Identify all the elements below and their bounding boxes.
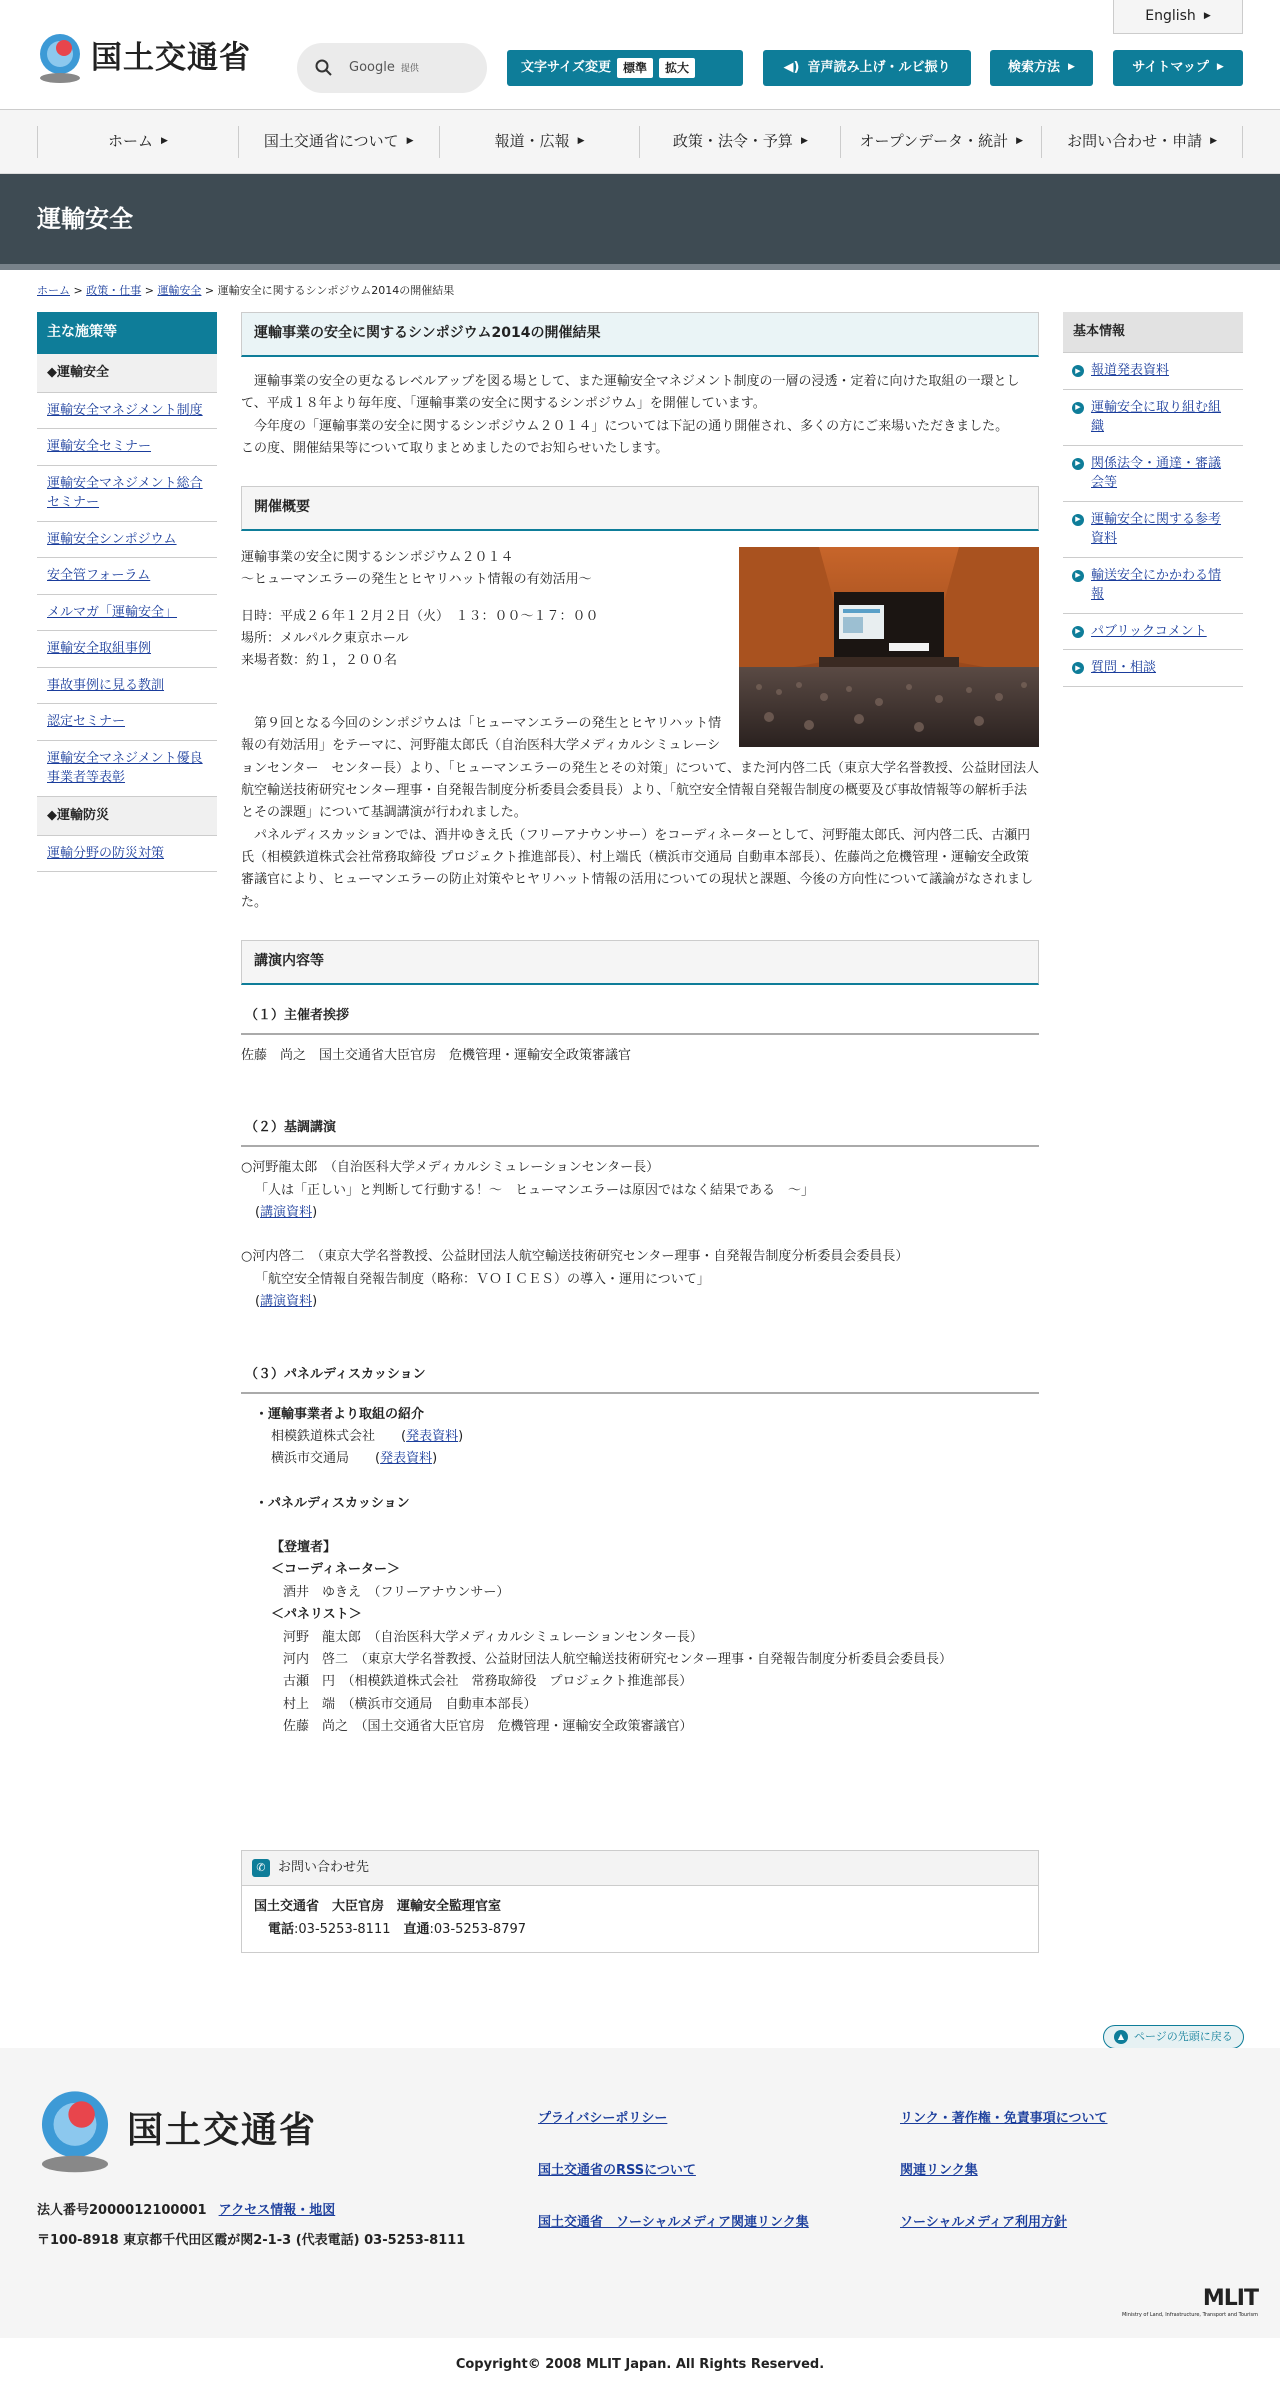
- sidebar-link[interactable]: 運輸安全セミナー: [47, 439, 152, 455]
- sidebar-link[interactable]: メルマガ「運輸安全」: [47, 604, 178, 620]
- social-media-links-link[interactable]: 国土交通省 ソーシャルメディア関連リンク集: [538, 2215, 809, 2230]
- logo-text: 国土交通省: [91, 40, 251, 76]
- panelist: 古瀬 円 （相模鉄道株式会社 常務取締役 プロジェクト推進部長）: [283, 1674, 693, 1690]
- arrow-circle-icon: ▶: [1072, 570, 1084, 582]
- arrow-right-icon: ▶: [406, 136, 414, 147]
- right-sidebar: [1063, 312, 1243, 687]
- sidebar-link[interactable]: 安全管フォーラム: [47, 568, 151, 584]
- english-button[interactable]: [1113, 0, 1243, 34]
- basic-info-link[interactable]: 運輸安全に取り組む組織: [1091, 399, 1222, 435]
- breadcrumb-policy[interactable]: 政策・仕事: [86, 284, 142, 297]
- search-icon: [315, 59, 333, 77]
- symposium-theme: ～ヒューマンエラーの発生とヒヤリハット情報の有効活用～: [241, 572, 592, 588]
- company-presentation: 横浜市交通局 (発表資料): [271, 1451, 438, 1467]
- sidebar-item[interactable]: [37, 836, 217, 873]
- global-nav: [0, 110, 1280, 174]
- main-content: [241, 312, 1039, 1953]
- sidebar-item[interactable]: [37, 522, 217, 559]
- font-size-label: 文字サイズ変更: [521, 59, 611, 75]
- symposium-hall-image: [739, 547, 1039, 747]
- copyright-link[interactable]: リンク・著作権・免責事項について: [900, 2111, 1108, 2126]
- arrow-circle-icon: ▶: [1072, 365, 1084, 377]
- basic-info-item[interactable]: [1063, 446, 1243, 502]
- section-heading-panel: （３）パネルディスカッション: [241, 1358, 1039, 1394]
- panelists-heading: ＜パネリスト＞: [271, 1607, 362, 1623]
- sitemap-button[interactable]: [1113, 50, 1243, 86]
- footer-logo[interactable]: [37, 2088, 317, 2174]
- speaker-icon: ◀): [783, 59, 800, 75]
- sidebar-category-disaster: ◆運輸防災: [37, 797, 217, 836]
- sidebar-heading: 主な施策等: [37, 312, 217, 354]
- sidebar-item[interactable]: [37, 741, 217, 797]
- sidebar-item[interactable]: [37, 466, 217, 522]
- arrow-right-icon: ▶: [1210, 136, 1218, 147]
- company-presentation: 相模鉄道株式会社 (発表資料): [271, 1429, 464, 1445]
- intro-paragraph: この度、開催結果等について取りまとめましたのでお知らせいたします。: [241, 440, 669, 456]
- site-logo[interactable]: [37, 32, 251, 85]
- basic-info-link[interactable]: 報道発表資料: [1091, 363, 1170, 379]
- arrow-right-icon: ▶: [1068, 62, 1075, 73]
- overview-heading: 開催概要: [241, 486, 1039, 531]
- voice-reading-button[interactable]: [763, 50, 971, 86]
- basic-info-item[interactable]: [1063, 353, 1243, 390]
- social-media-policy-link[interactable]: ソーシャルメディア利用方針: [900, 2215, 1068, 2230]
- arrow-circle-icon: ▶: [1072, 626, 1084, 638]
- gnav-contact[interactable]: [1041, 126, 1243, 158]
- gnav-about[interactable]: [238, 126, 439, 158]
- arrow-circle-icon: ▶: [1072, 458, 1084, 470]
- gnav-label: お問い合わせ・申請: [1067, 132, 1203, 151]
- lecture-material-link[interactable]: 講演資料: [260, 1294, 313, 1310]
- access-map-link[interactable]: アクセス情報・地図: [218, 2203, 336, 2218]
- page-category-title: [0, 174, 1280, 264]
- sidebar-link[interactable]: 運輸安全シンポジウム: [47, 531, 177, 547]
- related-links-link[interactable]: 関連リンク集: [900, 2163, 978, 2178]
- search-placeholder: Google 提供: [349, 59, 419, 75]
- intro-paragraph: 運輸事業の安全の更なるレベルアップを図る場として、また運輸安全マネジメント制度の一層の浸透・定着に向けた取組の一環として、平成１８年より毎年度、「運輸事業の安全に関するシンポジウム」を開催しています。: [241, 373, 1020, 412]
- sidebar-item[interactable]: [37, 429, 217, 466]
- footer-logo-text: 国土交通省: [127, 2110, 318, 2152]
- gnav-home[interactable]: [37, 126, 238, 158]
- sidebar-link[interactable]: 認定セミナー: [47, 714, 126, 730]
- breadcrumb-transport-safety[interactable]: 運輸安全: [157, 284, 202, 297]
- sidebar-link[interactable]: 運輸安全取組事例: [47, 641, 152, 657]
- event-date: 日時：平成２６年１２月２日（火） １３：００～１７：００: [241, 608, 599, 624]
- arrow-circle-icon: ▶: [1072, 514, 1084, 526]
- gnav-label: 報道・広報: [494, 132, 570, 151]
- sidebar-item[interactable]: [37, 668, 217, 705]
- contact-body: [242, 1886, 1038, 1952]
- copyright: Copyright© 2008 MLIT Japan. All Rights Reserved.: [455, 2356, 825, 2372]
- sidebar-link[interactable]: 運輸安全マネジメント総合セミナー: [47, 475, 203, 511]
- sidebar-link[interactable]: 事故事例に見る教訓: [47, 677, 165, 693]
- search-box[interactable]: [297, 43, 487, 93]
- search-method-button[interactable]: [990, 50, 1093, 86]
- keynote-material: (講演資料): [255, 1294, 318, 1310]
- arrow-right-icon: ▶: [1016, 136, 1024, 147]
- panelist: 河内 啓二 （東京大学名誉教授、公益財団法人航空輸送技術研究センター理事・自発報告制度分析委員会委員長）: [283, 1651, 952, 1667]
- panelist: 佐藤 尚之 （国土交通省大臣官房 危機管理・運輸安全政策審議官）: [283, 1718, 693, 1734]
- font-large-button[interactable]: 拡大: [659, 58, 695, 78]
- panel-heading: ・パネルディスカッション: [255, 1495, 410, 1511]
- arrow-up-icon: ▲: [1114, 2030, 1128, 2044]
- event-place: 場所：メルパルク東京ホール: [241, 631, 409, 647]
- phone-icon: ✆: [252, 1859, 270, 1877]
- speakers-heading: 【登壇者】: [271, 1540, 337, 1556]
- greeting-speaker: 佐藤 尚之 国土交通省大臣官房 危機管理・運輸安全政策審議官: [241, 1047, 632, 1063]
- section-heading-greeting: （１）主催者挨拶: [241, 999, 1039, 1035]
- keynote-title: 「航空安全情報自発報告制度（略称：ＶＯＩＣＥＳ）の導入・運用について」: [255, 1271, 710, 1287]
- keynote-speaker: ○河野龍太郎 （自治医科大学メディカルシミュレーションセンター長）: [241, 1160, 660, 1176]
- arrow-circle-icon: ▶: [1072, 402, 1084, 414]
- basic-info-link[interactable]: パブリックコメント: [1091, 623, 1207, 639]
- sidebar-link[interactable]: 運輸安全マネジメント制度: [47, 402, 203, 418]
- sidebar-link[interactable]: 運輸分野の防災対策: [47, 845, 165, 861]
- footer-address: 〒100-8918 東京都千代田区霞が関2-1-3 (代表電話) 03-5253-8111: [37, 2233, 466, 2248]
- site-header: [0, 0, 1280, 110]
- basic-info-link[interactable]: 運輸安全に関する参考資料: [1091, 511, 1222, 547]
- gnav-label: 国土交通省について: [263, 132, 399, 151]
- panelist: 河野 龍太郎 （自治医科大学メディカルシミュレーションセンター長）: [283, 1629, 703, 1645]
- intro-paragraph: 今年度の「運輸事業の安全に関するシンポジウム２０１４」については下記の通り開催され、多くの方にご来場いただきました。: [241, 418, 1009, 434]
- contact-box: [241, 1850, 1039, 1953]
- panelist: 村上 端 （横浜市交通局 自動車本部長）: [283, 1696, 537, 1712]
- company-intro-heading: ・運輸事業者より取組の紹介: [255, 1406, 425, 1422]
- arrow-right-icon: ▶: [577, 136, 585, 147]
- font-size-control: [507, 50, 743, 86]
- basic-info-item[interactable]: [1063, 390, 1243, 446]
- gnav-label: オープンデータ・統計: [859, 132, 1009, 151]
- sidebar-item[interactable]: [37, 595, 217, 632]
- mlit-logo-icon: [37, 2088, 113, 2174]
- corporate-number: [37, 2200, 335, 2222]
- sidebar-item[interactable]: [37, 631, 217, 668]
- overview-body: 第９回となる今回のシンポジウムは「ヒューマンエラーの発生とヒヤリハット情報の有効活用」をテーマに、河野龍太郎氏（自治医科大学メディカルシミュレーションセンター センター長）より、「ヒューマンエラーの発生とその対策」について、また河内啓二氏（東京大学名誉教授、公益財団法人航空輸送技術研究センター理事・自発報告制度分析委員会委員長）より、「航空安全情報自発報告制度の概要及び事故情報等の解析手法とその課題」について基調講演が行われました。: [241, 715, 1039, 821]
- mlit-logo-icon: [37, 32, 83, 84]
- section-heading-keynote: （２）基調講演: [241, 1111, 1039, 1147]
- coordinator-name: 酒井 ゆきえ （フリーアナウンサー）: [283, 1584, 510, 1600]
- mlit-wordmark: [1102, 2288, 1258, 2318]
- sidebar-item[interactable]: [37, 558, 217, 595]
- arrow-circle-icon: ▶: [1072, 662, 1084, 674]
- presentation-material-link[interactable]: 発表資料: [380, 1451, 433, 1467]
- breadcrumb: ホーム > 政策・仕事 > 運輸安全 > 運輸安全に関するシンポジウム2014の開催結果: [37, 284, 455, 297]
- contact-title: お問い合わせ先: [278, 1860, 370, 1876]
- rss-link[interactable]: 国土交通省のRSSについて: [538, 2163, 696, 2178]
- mlit-text: MLIT: [1202, 2286, 1258, 2311]
- basic-info-item[interactable]: [1063, 614, 1243, 651]
- mlit-subtext: Ministry of Land, Infrastructure, Transport and Tourism: [1121, 2312, 1258, 2318]
- contact-organization: 国土交通省 大臣官房 運輸安全監理官室: [254, 1899, 502, 1915]
- sidebar-item[interactable]: [37, 393, 217, 430]
- basic-info-item[interactable]: [1063, 558, 1243, 614]
- basic-info-heading: 基本情報: [1063, 312, 1243, 353]
- contact-phones: 電話:03-5253-8111 直通:03-5253-8797: [268, 1922, 527, 1938]
- voice-reading-label: 音声読み上げ・ルビ振り: [807, 59, 951, 75]
- search-method-label: 検索方法: [1008, 59, 1061, 75]
- symposium-name: 運輸事業の安全に関するシンポジウム２０１４: [241, 550, 514, 566]
- gnav-label: 政策・法令・予算: [672, 132, 793, 151]
- article-title: 運輸事業の安全に関するシンポジウム2014の開催結果: [241, 312, 1039, 357]
- venue-photo: [739, 547, 1039, 747]
- gnav-policy[interactable]: [639, 126, 840, 158]
- breadcrumb-home[interactable]: ホーム: [37, 284, 70, 297]
- attendance-count: 来場者数：約１，２００名: [241, 653, 398, 669]
- arrow-right-icon: ▶: [800, 136, 808, 147]
- arrow-right-icon: ▶: [1203, 10, 1211, 21]
- left-sidebar: [37, 312, 217, 872]
- lecture-heading: 講演内容等: [241, 940, 1039, 985]
- sidebar-link[interactable]: 運輸安全マネジメント優良事業者等表彰: [47, 750, 203, 786]
- page-title: 運輸安全: [37, 204, 133, 233]
- intro-section: [241, 371, 1039, 460]
- back-to-top-button[interactable]: [1103, 2025, 1244, 2049]
- breadcrumb-current: 運輸安全に関するシンポジウム2014の開催結果: [217, 284, 455, 297]
- back-to-top-label: ページの先頭に戻る: [1134, 2029, 1233, 2043]
- overview-body: パネルディスカッションでは、酒井ゆきえ氏（フリーアナウンサー）をコーディネーターとして、河野龍太郎氏、河内啓二氏、古瀬円氏（相模鉄道株式会社常務取締役 プロジェクト推進部長）、村上端氏（横浜市交通局 自動車本部長）、佐藤尚之危機管理・運輸安全政策審議官により、ヒューマンエラーの防止対策やヒヤリハット情報の活用についての現状と課題、今後の方向性について議論がなされました。: [241, 827, 1034, 910]
- english-label: English: [1145, 7, 1196, 24]
- overview-section: [241, 547, 1039, 914]
- basic-info-item[interactable]: [1063, 502, 1243, 558]
- keynote-material: (講演資料): [255, 1205, 318, 1221]
- sidebar-item[interactable]: [37, 704, 217, 741]
- corporate-number-text: 法人番号2000012100001: [37, 2203, 207, 2218]
- keynote-speaker: ○河内啓二 （東京大学名誉教授、公益財団法人航空輸送技術研究センター理事・自発報告制度分析委員会委員長）: [241, 1249, 909, 1265]
- basic-info-item[interactable]: [1063, 650, 1243, 687]
- contact-header: [242, 1851, 1038, 1886]
- lecture-section: [241, 999, 1039, 1738]
- basic-info-link[interactable]: 輸送安全にかかわる情報: [1091, 567, 1222, 603]
- arrow-right-icon: ▶: [1216, 62, 1224, 73]
- privacy-policy-link[interactable]: プライバシーポリシー: [538, 2111, 668, 2126]
- arrow-right-icon: ▶: [160, 136, 168, 147]
- font-standard-button[interactable]: 標準: [617, 58, 653, 78]
- basic-info-link[interactable]: 関係法令・通達・審議会等: [1091, 455, 1222, 491]
- presentation-material-link[interactable]: 発表資料: [406, 1429, 459, 1445]
- coordinator-heading: ＜コーディネーター＞: [271, 1562, 400, 1578]
- keynote-title: 「人は「正しい」と判断して行動する！～ ヒューマンエラーは原因ではなく結果である ～」: [255, 1182, 815, 1198]
- basic-info-link[interactable]: 質問・相談: [1091, 660, 1157, 676]
- sitemap-label: サイトマップ: [1132, 59, 1209, 75]
- gnav-label: ホーム: [107, 132, 153, 151]
- gnav-opendata[interactable]: [840, 126, 1041, 158]
- site-footer: [0, 2048, 1280, 2338]
- gnav-press[interactable]: [439, 126, 640, 158]
- sidebar-category-safety: ◆運輸安全: [37, 354, 217, 393]
- lecture-material-link[interactable]: 講演資料: [260, 1205, 313, 1221]
